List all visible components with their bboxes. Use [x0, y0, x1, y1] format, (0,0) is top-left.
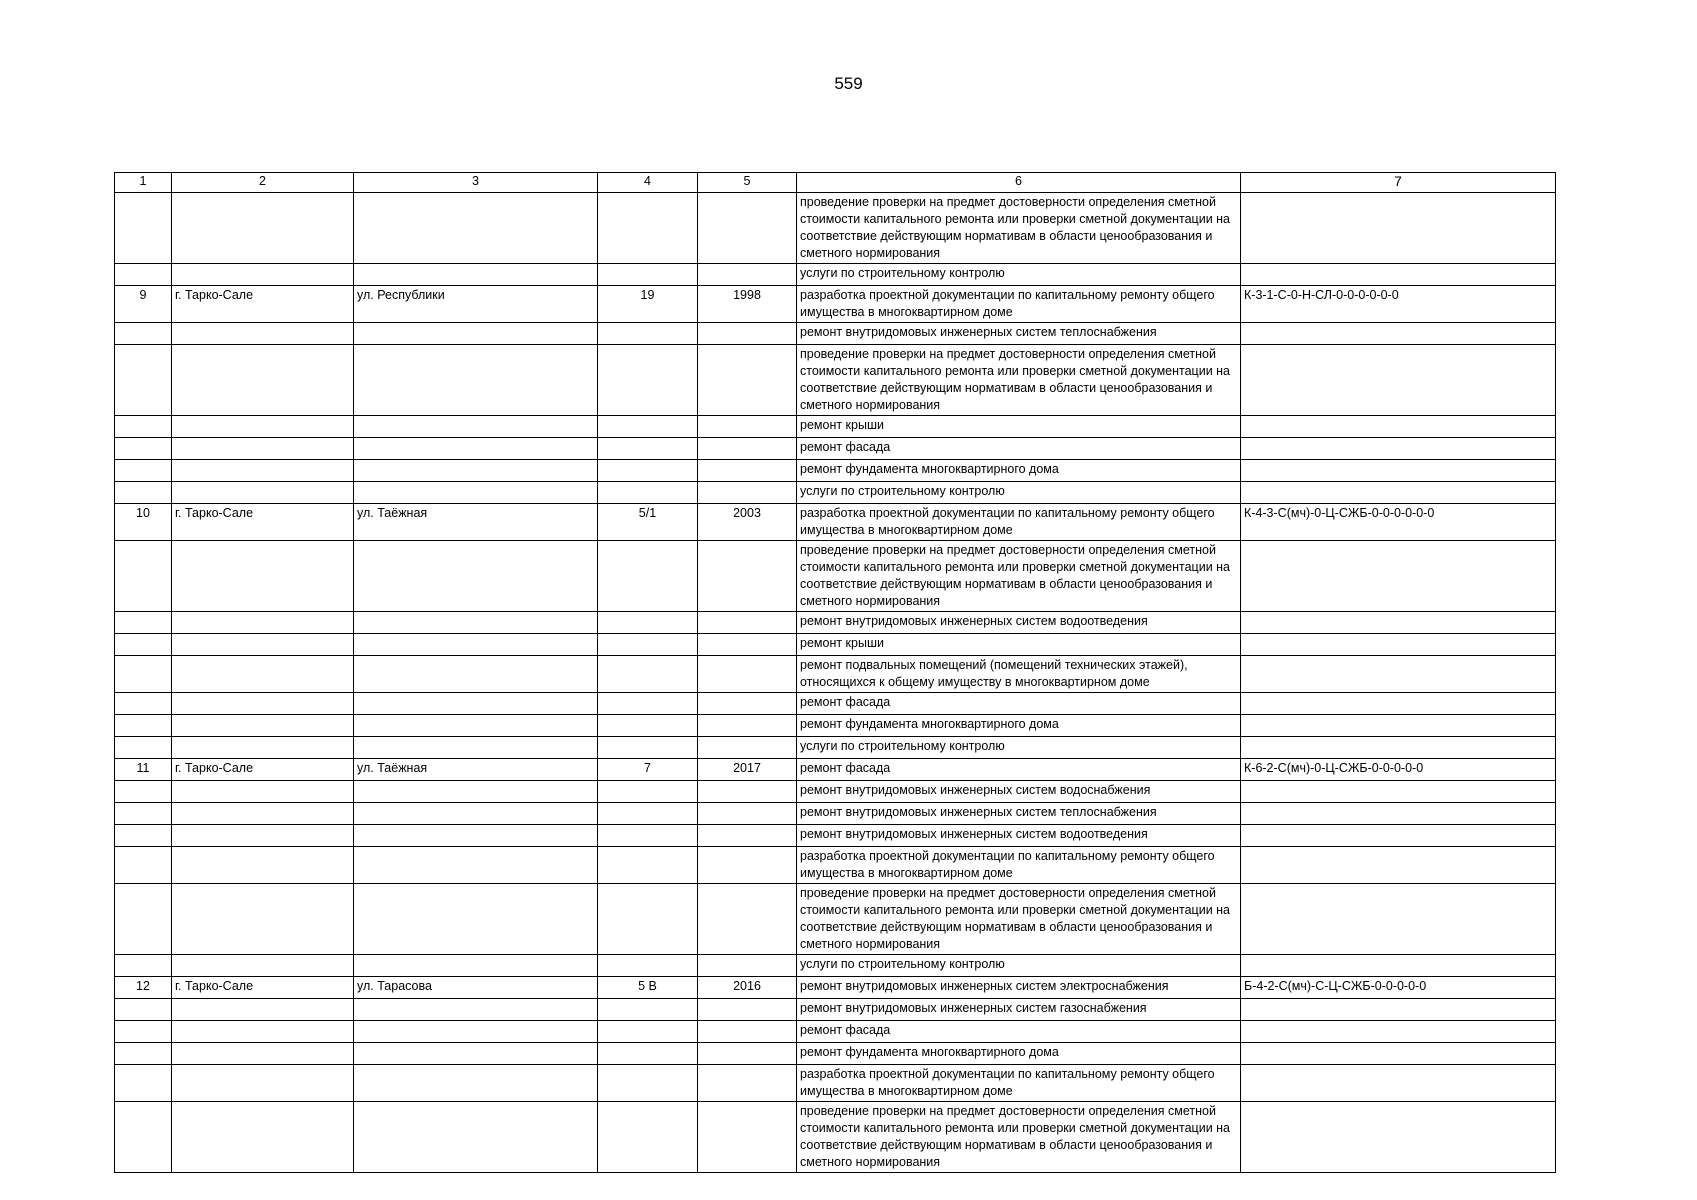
street-cell: [354, 460, 598, 482]
city-cell: [172, 541, 354, 612]
city-cell: [172, 460, 354, 482]
house-number-cell: [598, 737, 698, 759]
year-cell: [698, 634, 797, 656]
year-cell: [698, 1102, 797, 1173]
row-number-cell: [115, 634, 172, 656]
table-row: [115, 955, 1556, 977]
house-number-cell: [598, 1021, 698, 1043]
header-cell: 4: [598, 173, 698, 193]
city-cell: [172, 715, 354, 737]
city-cell: [172, 193, 354, 264]
work-type-cell: ремонт внутридомовых инженерных систем теплоснабжения: [797, 323, 1241, 345]
street-cell: [354, 656, 598, 693]
work-type-cell: услуги по строительному контролю: [797, 955, 1241, 977]
year-cell: [698, 264, 797, 286]
street-cell: [354, 715, 598, 737]
code-cell: [1241, 693, 1556, 715]
city-cell: [172, 781, 354, 803]
work-type-cell: проведение проверки на предмет достоверности определения сметной стоимости капитального ремонта или проверки сметной документации на соответствие действующим нормативам в области ценообразования и сметного нормирования: [797, 193, 1241, 264]
city-cell: [172, 1021, 354, 1043]
header-cell: 1: [115, 173, 172, 193]
row-number-cell: [115, 803, 172, 825]
house-number-cell: [598, 803, 698, 825]
street-cell: [354, 541, 598, 612]
code-cell: [1241, 737, 1556, 759]
header-cell: 6: [797, 173, 1241, 193]
work-type-cell: разработка проектной документации по капитальному ремонту общего имущества в многоквартирном доме: [797, 504, 1241, 541]
work-type-cell: ремонт подвальных помещений (помещений технических этажей), относящихся к общему имуществу в многоквартирном доме: [797, 656, 1241, 693]
table-row: [115, 825, 1556, 847]
year-cell: [698, 323, 797, 345]
house-number-cell: [598, 884, 698, 955]
work-type-cell: ремонт фасада: [797, 438, 1241, 460]
table-row: [115, 803, 1556, 825]
year-cell: [698, 612, 797, 634]
code-cell: [1241, 715, 1556, 737]
street-cell: [354, 416, 598, 438]
street-cell: [354, 693, 598, 715]
work-type-cell: ремонт внутридомовых инженерных систем водоснабжения: [797, 781, 1241, 803]
code-cell: [1241, 1102, 1556, 1173]
house-number-cell: [598, 323, 698, 345]
row-number-cell: [115, 693, 172, 715]
city-cell: г. Тарко-Сале: [172, 759, 354, 781]
code-cell: [1241, 416, 1556, 438]
house-number-cell: [598, 612, 698, 634]
street-cell: [354, 612, 598, 634]
code-cell: [1241, 438, 1556, 460]
work-type-cell: ремонт внутридомовых инженерных систем теплоснабжения: [797, 803, 1241, 825]
year-cell: 1998: [698, 286, 797, 323]
year-cell: [698, 803, 797, 825]
code-cell: [1241, 612, 1556, 634]
city-cell: [172, 999, 354, 1021]
city-cell: [172, 1102, 354, 1173]
year-cell: [698, 715, 797, 737]
work-type-cell: проведение проверки на предмет достоверности определения сметной стоимости капитального ремонта или проверки сметной документации на соответствие действующим нормативам в области ценообразования и сметного нормирования: [797, 541, 1241, 612]
table-row: [115, 737, 1556, 759]
row-number-cell: [115, 847, 172, 884]
year-cell: [698, 416, 797, 438]
table-row: [115, 847, 1556, 884]
work-type-cell: проведение проверки на предмет достоверности определения сметной стоимости капитального ремонта или проверки сметной документации на соответствие действующим нормативам в области ценообразования и сметного нормирования: [797, 1102, 1241, 1173]
work-type-cell: услуги по строительному контролю: [797, 264, 1241, 286]
code-cell: [1241, 541, 1556, 612]
row-number-cell: [115, 416, 172, 438]
work-type-cell: ремонт внутридомовых инженерных систем водоотведения: [797, 612, 1241, 634]
code-cell: [1241, 345, 1556, 416]
row-number-cell: [115, 1065, 172, 1102]
house-number-cell: [598, 715, 698, 737]
year-cell: [698, 193, 797, 264]
code-cell: [1241, 1065, 1556, 1102]
row-number-cell: [115, 323, 172, 345]
table-row: [115, 264, 1556, 286]
house-number-cell: [598, 1043, 698, 1065]
year-cell: [698, 1065, 797, 1102]
row-number-cell: [115, 345, 172, 416]
house-number-cell: [598, 781, 698, 803]
year-cell: [698, 847, 797, 884]
table-row: [115, 999, 1556, 1021]
year-cell: [698, 884, 797, 955]
house-number-cell: [598, 541, 698, 612]
row-number-cell: [115, 825, 172, 847]
code-cell: [1241, 634, 1556, 656]
code-cell: [1241, 1043, 1556, 1065]
year-cell: 2003: [698, 504, 797, 541]
row-number-cell: [115, 656, 172, 693]
house-number-cell: [598, 847, 698, 884]
row-number-cell: [115, 541, 172, 612]
street-cell: [354, 1065, 598, 1102]
code-cell: [1241, 847, 1556, 884]
city-cell: [172, 1065, 354, 1102]
city-cell: [172, 884, 354, 955]
street-cell: [354, 438, 598, 460]
house-number-cell: [598, 1102, 698, 1173]
table-row: [115, 1021, 1556, 1043]
year-cell: [698, 999, 797, 1021]
street-cell: [354, 825, 598, 847]
code-cell: [1241, 264, 1556, 286]
code-cell: К-4-3-С(мч)-0-Ц-СЖБ-0-0-0-0-0-0: [1241, 504, 1556, 541]
year-cell: [698, 781, 797, 803]
city-cell: [172, 416, 354, 438]
row-number-cell: [115, 999, 172, 1021]
code-cell: [1241, 1021, 1556, 1043]
work-type-cell: ремонт внутридомовых инженерных систем электроснабжения: [797, 977, 1241, 999]
work-type-cell: разработка проектной документации по капитальному ремонту общего имущества в многоквартирном доме: [797, 286, 1241, 323]
work-type-cell: ремонт фасада: [797, 693, 1241, 715]
house-number-cell: [598, 482, 698, 504]
work-type-cell: ремонт фундамента многоквартирного дома: [797, 460, 1241, 482]
city-cell: [172, 693, 354, 715]
work-type-cell: ремонт крыши: [797, 634, 1241, 656]
year-cell: [698, 656, 797, 693]
city-cell: [172, 264, 354, 286]
table-row: [115, 977, 1556, 999]
table-row: [115, 715, 1556, 737]
year-cell: [698, 345, 797, 416]
house-number-cell: [598, 634, 698, 656]
row-number-cell: [115, 737, 172, 759]
year-cell: 2016: [698, 977, 797, 999]
code-cell: К-6-2-С(мч)-0-Ц-СЖБ-0-0-0-0-0: [1241, 759, 1556, 781]
street-cell: [354, 482, 598, 504]
work-type-cell: ремонт фасада: [797, 1021, 1241, 1043]
year-cell: [698, 737, 797, 759]
code-cell: [1241, 825, 1556, 847]
table-row: [115, 345, 1556, 416]
work-type-cell: ремонт внутридомовых инженерных систем газоснабжения: [797, 999, 1241, 1021]
code-cell: [1241, 193, 1556, 264]
street-cell: [354, 884, 598, 955]
row-number-cell: [115, 715, 172, 737]
street-cell: [354, 999, 598, 1021]
year-cell: [698, 541, 797, 612]
house-number-cell: [598, 264, 698, 286]
city-cell: [172, 634, 354, 656]
street-cell: [354, 1021, 598, 1043]
work-type-cell: ремонт крыши: [797, 416, 1241, 438]
header-cell: 5: [698, 173, 797, 193]
street-cell: [354, 737, 598, 759]
row-number-cell: [115, 193, 172, 264]
code-cell: К-3-1-С-0-Н-СЛ-0-0-0-0-0-0: [1241, 286, 1556, 323]
city-cell: [172, 847, 354, 884]
street-cell: ул. Таёжная: [354, 759, 598, 781]
work-type-cell: ремонт фундамента многоквартирного дома: [797, 1043, 1241, 1065]
work-type-cell: услуги по строительному контролю: [797, 482, 1241, 504]
year-cell: 2017: [698, 759, 797, 781]
work-type-cell: услуги по строительному контролю: [797, 737, 1241, 759]
city-cell: [172, 482, 354, 504]
street-cell: [354, 955, 598, 977]
row-number-cell: 11: [115, 759, 172, 781]
year-cell: [698, 955, 797, 977]
row-number-cell: [115, 955, 172, 977]
city-cell: [172, 803, 354, 825]
row-number-cell: [115, 1102, 172, 1173]
city-cell: [172, 656, 354, 693]
work-type-cell: проведение проверки на предмет достоверности определения сметной стоимости капитального ремонта или проверки сметной документации на соответствие действующим нормативам в области ценообразования и сметного нормирования: [797, 345, 1241, 416]
street-cell: ул. Тарасова: [354, 977, 598, 999]
year-cell: [698, 1043, 797, 1065]
house-number-cell: 5 В: [598, 977, 698, 999]
table-row: [115, 634, 1556, 656]
house-number-cell: [598, 999, 698, 1021]
city-cell: [172, 955, 354, 977]
row-number-cell: [115, 612, 172, 634]
code-cell: [1241, 781, 1556, 803]
table-row: [115, 541, 1556, 612]
city-cell: [172, 612, 354, 634]
code-cell: [1241, 955, 1556, 977]
table-row: [115, 884, 1556, 955]
street-cell: [354, 1102, 598, 1173]
year-cell: [698, 693, 797, 715]
row-number-cell: 12: [115, 977, 172, 999]
year-cell: [698, 825, 797, 847]
house-number-cell: 19: [598, 286, 698, 323]
house-number-cell: [598, 460, 698, 482]
house-number-cell: 7: [598, 759, 698, 781]
row-number-cell: [115, 781, 172, 803]
work-type-cell: ремонт фасада: [797, 759, 1241, 781]
table-row: [115, 1043, 1556, 1065]
house-number-cell: [598, 656, 698, 693]
table-row: [115, 193, 1556, 264]
city-cell: г. Тарко-Сале: [172, 977, 354, 999]
city-cell: [172, 825, 354, 847]
work-type-cell: проведение проверки на предмет достоверности определения сметной стоимости капитального ремонта или проверки сметной документации на соответствие действующим нормативам в области ценообразования и сметного нормирования: [797, 884, 1241, 955]
street-cell: ул. Республики: [354, 286, 598, 323]
house-number-cell: [598, 438, 698, 460]
city-cell: г. Тарко-Сале: [172, 504, 354, 541]
table-body: [115, 193, 1556, 1173]
table-row: [115, 612, 1556, 634]
code-cell: [1241, 656, 1556, 693]
code-cell: Б-4-2-С(мч)-С-Ц-СЖБ-0-0-0-0-0: [1241, 977, 1556, 999]
header-cell: 3: [354, 173, 598, 193]
table-row: [115, 482, 1556, 504]
row-number-cell: [115, 1021, 172, 1043]
row-number-cell: [115, 264, 172, 286]
house-number-cell: [598, 693, 698, 715]
row-number-cell: [115, 460, 172, 482]
row-number-cell: [115, 884, 172, 955]
table-row: [115, 323, 1556, 345]
header-row: [115, 173, 1556, 193]
table-row: [115, 656, 1556, 693]
street-cell: [354, 193, 598, 264]
repair-program-table: [114, 172, 1556, 1173]
city-cell: [172, 345, 354, 416]
house-number-cell: [598, 193, 698, 264]
year-cell: [698, 1021, 797, 1043]
house-number-cell: [598, 345, 698, 416]
year-cell: [698, 438, 797, 460]
table-row: [115, 286, 1556, 323]
code-cell: [1241, 884, 1556, 955]
city-cell: [172, 737, 354, 759]
city-cell: г. Тарко-Сале: [172, 286, 354, 323]
table-row: [115, 693, 1556, 715]
row-number-cell: [115, 1043, 172, 1065]
header-cell: 2: [172, 173, 354, 193]
house-number-cell: [598, 1065, 698, 1102]
code-cell: [1241, 482, 1556, 504]
row-number-cell: 9: [115, 286, 172, 323]
code-cell: [1241, 460, 1556, 482]
street-cell: [354, 634, 598, 656]
table-row: [115, 460, 1556, 482]
header-cell: 7: [1241, 173, 1556, 193]
work-type-cell: разработка проектной документации по капитальному ремонту общего имущества в многоквартирном доме: [797, 1065, 1241, 1102]
house-number-cell: [598, 955, 698, 977]
work-type-cell: ремонт фундамента многоквартирного дома: [797, 715, 1241, 737]
city-cell: [172, 323, 354, 345]
page-number: 559: [834, 74, 863, 93]
row-number-cell: 10: [115, 504, 172, 541]
street-cell: [354, 803, 598, 825]
house-number-cell: 5/1: [598, 504, 698, 541]
code-cell: [1241, 999, 1556, 1021]
table-row: [115, 1065, 1556, 1102]
street-cell: [354, 847, 598, 884]
street-cell: [354, 264, 598, 286]
table-row: [115, 781, 1556, 803]
row-number-cell: [115, 482, 172, 504]
table-row: [115, 438, 1556, 460]
table-row: [115, 416, 1556, 438]
table-row: [115, 1102, 1556, 1173]
work-type-cell: разработка проектной документации по капитальному ремонту общего имущества в многоквартирном доме: [797, 847, 1241, 884]
house-number-cell: [598, 416, 698, 438]
street-cell: [354, 323, 598, 345]
city-cell: [172, 438, 354, 460]
street-cell: [354, 345, 598, 416]
work-type-cell: ремонт внутридомовых инженерных систем водоотведения: [797, 825, 1241, 847]
code-cell: [1241, 323, 1556, 345]
city-cell: [172, 1043, 354, 1065]
row-number-cell: [115, 438, 172, 460]
code-cell: [1241, 803, 1556, 825]
year-cell: [698, 460, 797, 482]
year-cell: [698, 482, 797, 504]
street-cell: [354, 1043, 598, 1065]
street-cell: [354, 781, 598, 803]
table-row: [115, 504, 1556, 541]
table-row: [115, 759, 1556, 781]
street-cell: ул. Таёжная: [354, 504, 598, 541]
house-number-cell: [598, 825, 698, 847]
